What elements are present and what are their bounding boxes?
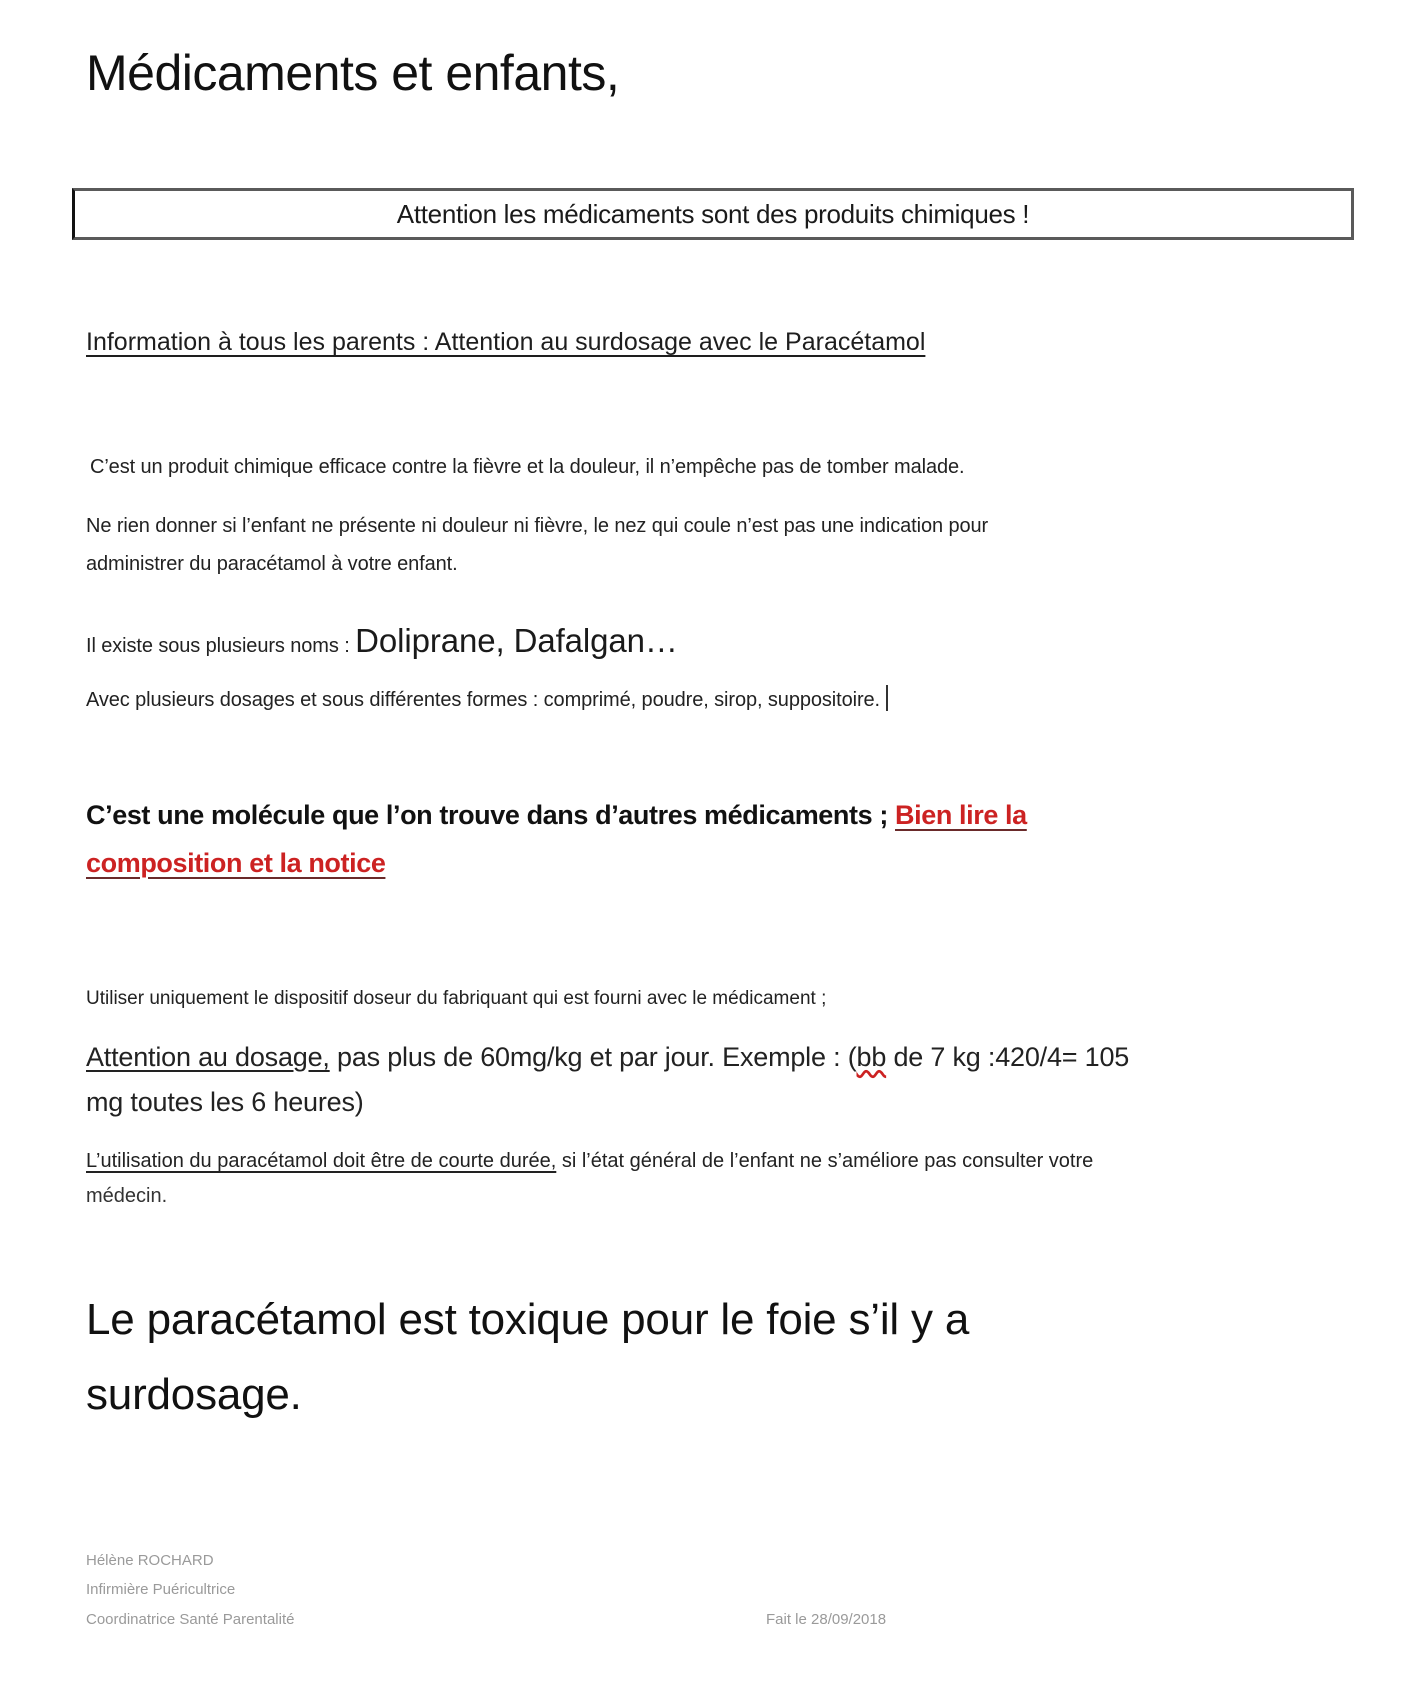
warning-box [72, 188, 1354, 240]
signature-date: Fait le 28/09/2018 [766, 1611, 887, 1628]
paragraph-doser: Utiliser uniquement le dispositif doseur du fabriquant qui est fourni avec le médicament ; [86, 988, 827, 1009]
duration-line-2: médecin. [86, 1185, 168, 1207]
brand-names: Doliprane, Dafalgan… [355, 622, 678, 659]
toxic-warning-line-2: surdosage. [86, 1370, 302, 1419]
text-cursor [886, 685, 888, 711]
read-notice-highlight-1: Bien lire la [895, 800, 1027, 830]
signature-name: Hélène ROCHARD [86, 1552, 214, 1569]
dosage-line-1 [86, 1042, 1129, 1073]
signature-role: Infirmière Puéricultrice [86, 1581, 236, 1598]
paragraph-no-symptoms-line-1: Ne rien donner si l’enfant ne présente ni douleur ni fièvre, le nez qui coule n’est pas une indication pour [86, 515, 989, 537]
spellcheck-word: bb [856, 1042, 887, 1072]
document-title: Médicaments et enfants, [86, 45, 620, 101]
warning-text: Attention les médicaments sont des produits chimiques ! [396, 198, 1030, 229]
molecule-text: C’est une molécule que l’on trouve dans d’autres médicaments ; [86, 800, 896, 830]
dosage-label: Attention au dosage, [86, 1042, 330, 1072]
dosage-line-2: mg toutes les 6 heures) [86, 1087, 364, 1117]
molecule-line-1 [86, 800, 1027, 831]
paragraph-forms [86, 685, 888, 712]
dosage-text-2: de 7 kg :420/4= 105 [886, 1042, 1130, 1072]
toxic-warning-line-1: Le paracétamol est toxique pour le foie s’il y a [86, 1295, 970, 1344]
signature-position: Coordinatrice Santé Parentalité [86, 1611, 295, 1628]
read-notice-highlight-2: composition et la notice [86, 848, 386, 878]
dosage-text-1: pas plus de 60mg/kg et par jour. Exemple : ( [329, 1042, 857, 1072]
duration-text: si l’état général de l’enfant ne s’améliore pas consulter votre [556, 1150, 1094, 1172]
duration-label: L’utilisation du paracétamol doit être de courte durée, [86, 1150, 557, 1172]
forms-text: Avec plusieurs dosages et sous différentes formes : comprimé, poudre, sirop, suppositoire. [86, 689, 880, 711]
brand-names-prefix: Il existe sous plusieurs noms : [86, 635, 356, 657]
molecule-line-2 [86, 848, 385, 879]
duration-line-1 [86, 1150, 1093, 1173]
paragraph-brand-names [86, 622, 678, 660]
paragraph-no-symptoms-line-2: administrer du paracétamol à votre enfant. [86, 553, 458, 575]
paragraph-efficacy: C’est un produit chimique efficace contre la fièvre et la douleur, il n’empêche pas de tomber malade. [90, 456, 965, 478]
section-subheading: Information à tous les parents : Attention au surdosage avec le Paracétamol [86, 328, 926, 356]
